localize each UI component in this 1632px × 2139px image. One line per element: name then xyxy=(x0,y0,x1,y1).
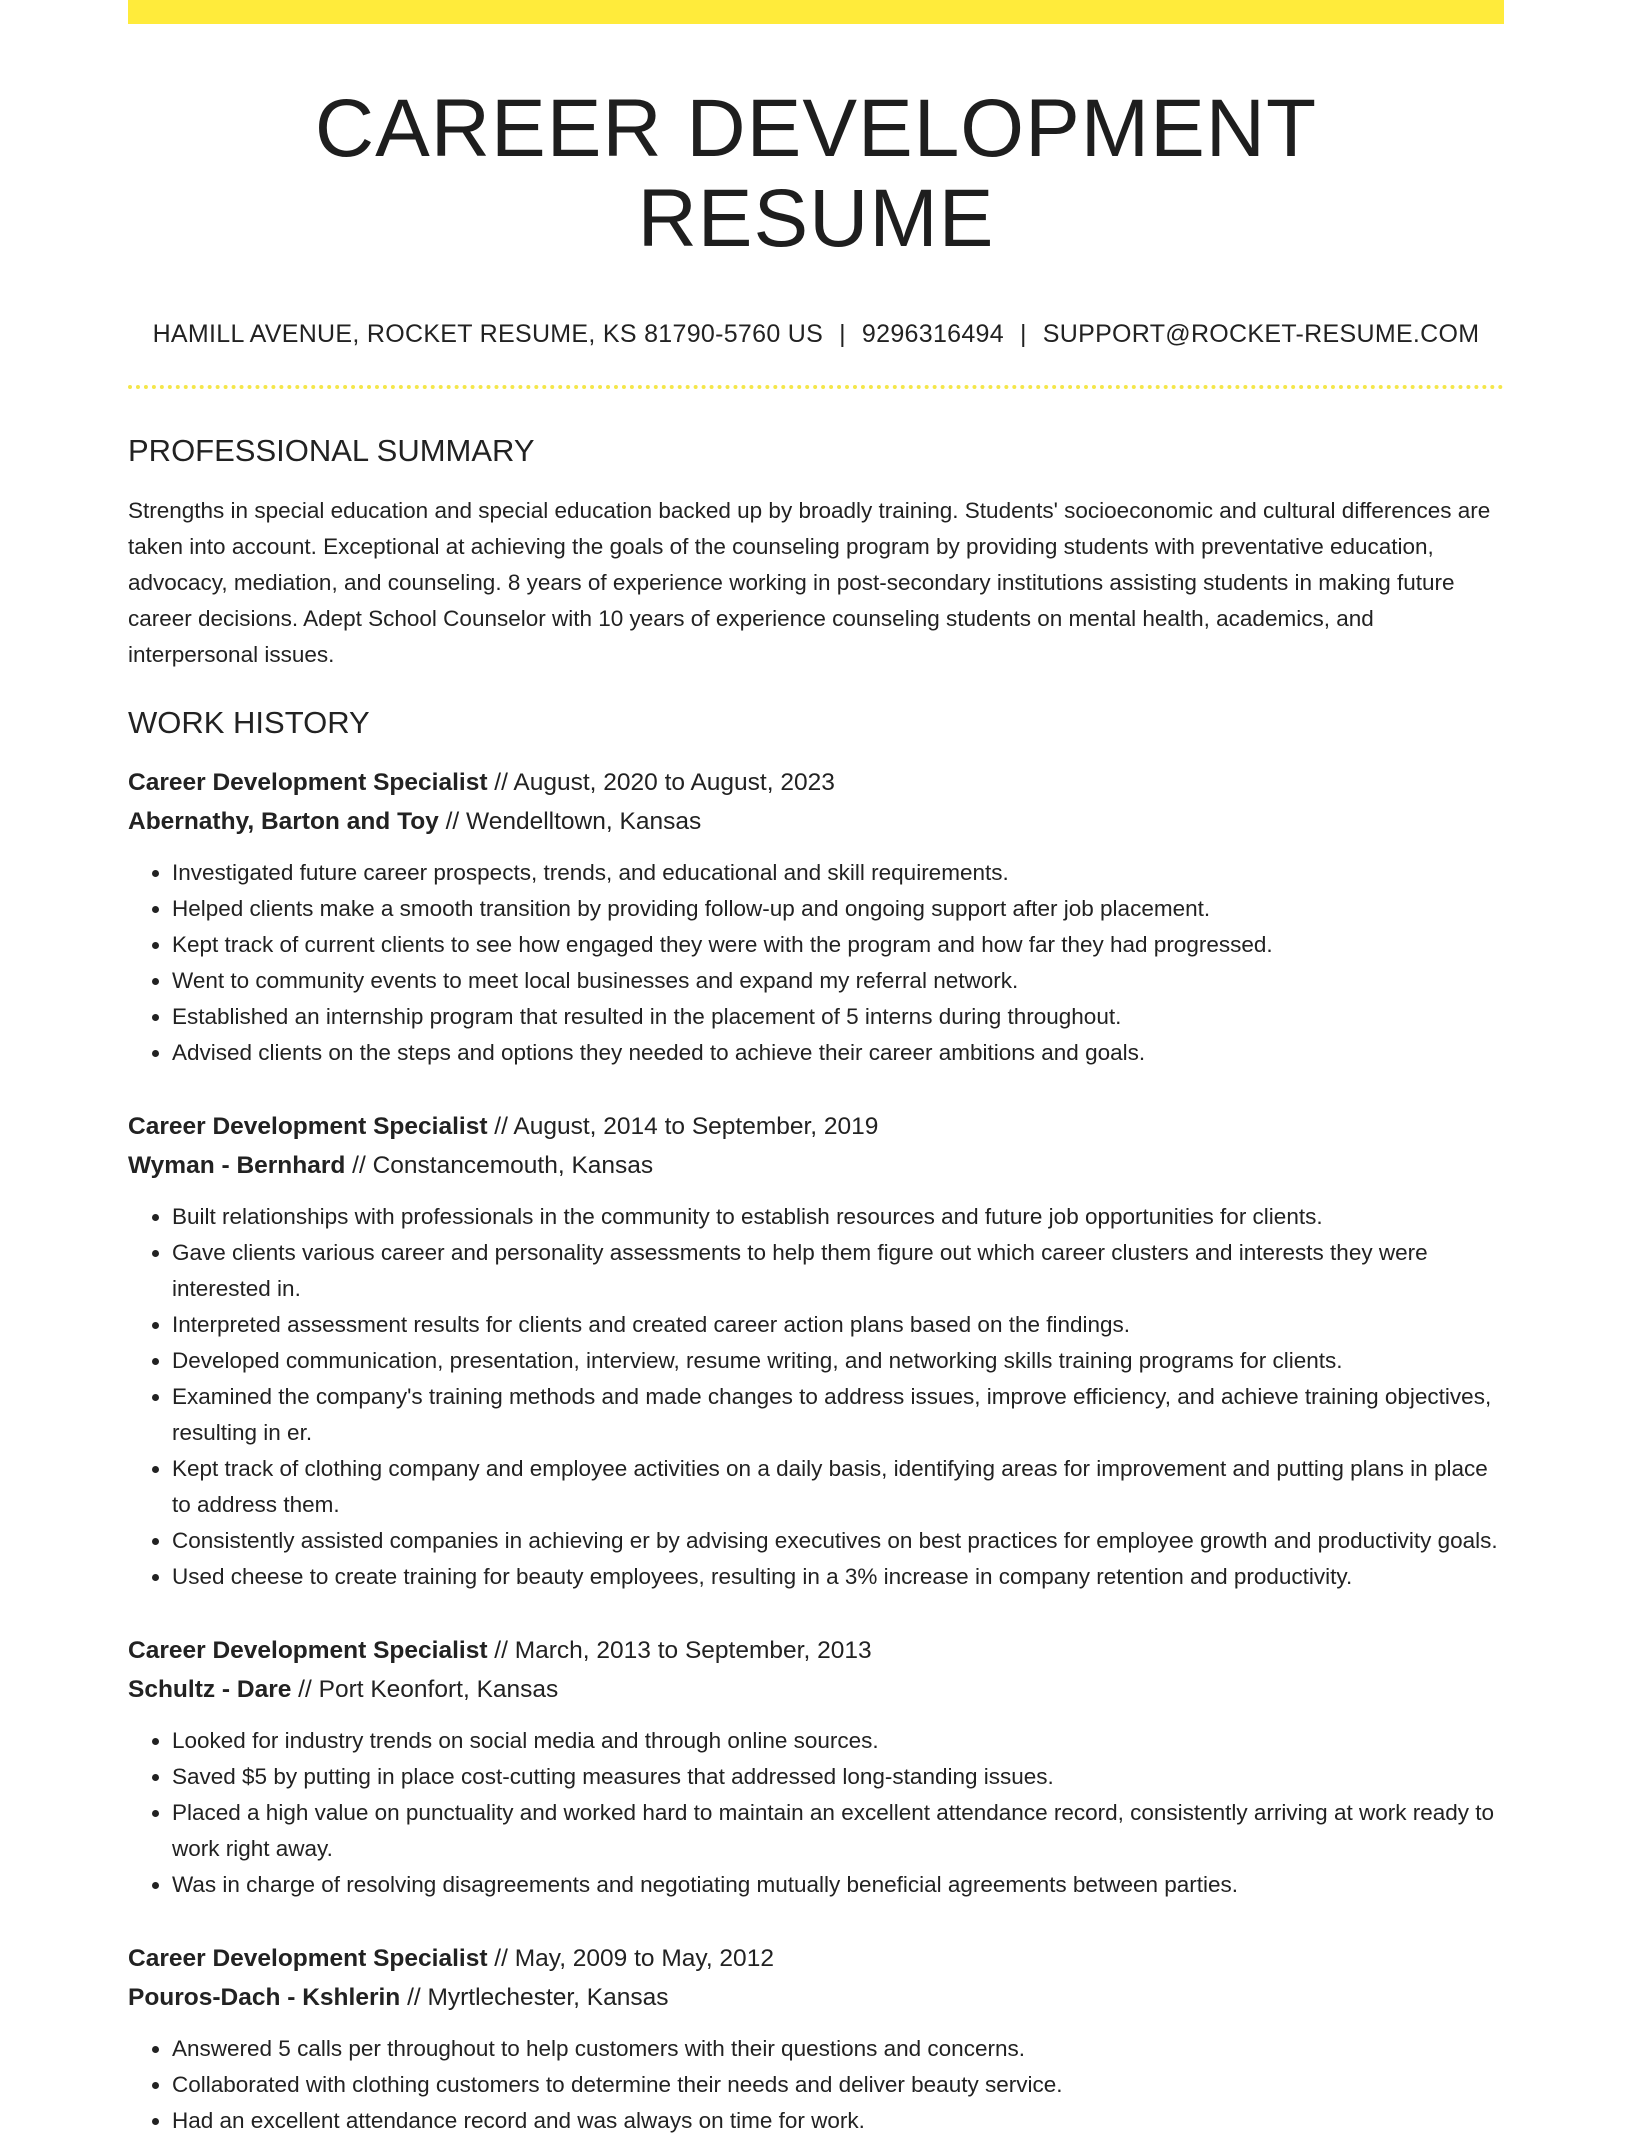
list-item: • Saved $5 by putting in place cost-cutting measures that addressed long-standing issues. xyxy=(172,1759,1504,1795)
job-company: Pouros-Dach - Kshlerin xyxy=(128,1984,401,2012)
contact-line xyxy=(128,320,1504,349)
list-item: • Went to community events to meet local businesses and expand my referral network. xyxy=(172,963,1504,999)
list-item: • Placed a high value on punctuality and worked hard to maintain an excellent attendance record, consistently arriving at work ready to work right away. xyxy=(172,1795,1504,1867)
list-item: • Built relationships with professionals in the community to establish resources and future job opportunities for clients. xyxy=(172,1199,1504,1235)
list-item: • Developed communication, presentation, interview, resume writing, and networking skills training programs for clients. xyxy=(172,1343,1504,1379)
list-item: • Was in charge of resolving disagreements and negotiating mutually beneficial agreements between parties. xyxy=(172,1867,1504,1903)
job-dates: // May, 2009 to May, 2012 xyxy=(487,1945,774,1973)
job-dates: // August, 2014 to September, 2019 xyxy=(487,1113,879,1141)
contact-phone: 9296316494 xyxy=(861,320,1004,349)
resume-title: CAREER DEVELOPMENT RESUME xyxy=(314,83,1318,265)
list-item: • Answered 5 calls per throughout to help customers with their questions and concerns. xyxy=(172,2031,1504,2067)
job-entry xyxy=(128,1107,1504,1595)
job-title: Career Development Specialist xyxy=(128,1945,488,1973)
job-company-line xyxy=(128,1978,1504,2017)
list-item: • Kept track of current clients to see how engaged they were with the program and how far they had progressed. xyxy=(172,927,1504,963)
job-bullets xyxy=(128,855,1504,1071)
list-item: • Had an excellent attendance record and was always on time for work. xyxy=(172,2103,1504,2139)
list-item: • Advised clients on the steps and options they needed to achieve their career ambitions and goals. xyxy=(172,1035,1504,1071)
list-item: • Investigated future career prospects, trends, and educational and skill requirements. xyxy=(172,855,1504,891)
job-title-line xyxy=(128,1107,1504,1146)
top-accent-bar xyxy=(128,0,1504,24)
contact-address: HAMILL AVENUE, ROCKET RESUME, KS 81790-5760 US xyxy=(152,320,824,349)
job-company-line xyxy=(128,1146,1504,1185)
contact-separator: | xyxy=(1019,320,1027,349)
summary-heading: PROFESSIONAL SUMMARY xyxy=(128,433,535,469)
job-entry xyxy=(128,1939,1504,2139)
job-entry xyxy=(128,1631,1504,1903)
job-entry xyxy=(128,763,1504,1071)
work-history-heading: WORK HISTORY xyxy=(128,705,370,741)
job-location: // Port Keonfort, Kansas xyxy=(291,1676,559,1704)
job-location: // Constancemouth, Kansas xyxy=(345,1152,654,1180)
list-item: • Helped clients make a smooth transition by providing follow-up and ongoing support after job placement. xyxy=(172,891,1504,927)
job-bullets xyxy=(128,1199,1504,1595)
job-dates: // March, 2013 to September, 2013 xyxy=(487,1637,872,1665)
job-title: Career Development Specialist xyxy=(128,1113,488,1141)
job-dates: // August, 2020 to August, 2023 xyxy=(487,769,835,797)
job-company-line xyxy=(128,802,1504,841)
job-title: Career Development Specialist xyxy=(128,769,488,797)
job-company-line xyxy=(128,1670,1504,1709)
work-history-list xyxy=(128,763,1504,2139)
job-company: Schultz - Dare xyxy=(128,1676,292,1704)
job-title-line xyxy=(128,1631,1504,1670)
list-item: • Collaborated with clothing customers to determine their needs and deliver beauty service. xyxy=(172,2067,1504,2103)
job-location: // Wendelltown, Kansas xyxy=(438,808,702,836)
job-company: Wyman - Bernhard xyxy=(128,1152,346,1180)
contact-email: SUPPORT@ROCKET-RESUME.COM xyxy=(1042,320,1480,349)
job-bullets xyxy=(128,1723,1504,1903)
list-item: • Kept track of clothing company and employee activities on a daily basis, identifying areas for improvement and putting plans in place to address them. xyxy=(172,1451,1504,1523)
list-item: • Examined the company's training methods and made changes to address issues, improve efficiency, and achieve training objectives, resulting in er. xyxy=(172,1379,1504,1451)
resume-page xyxy=(128,24,1504,2139)
list-item: • Interpreted assessment results for clients and created career action plans based on the findings. xyxy=(172,1307,1504,1343)
header-divider xyxy=(128,385,1504,389)
job-location: // Myrtlechester, Kansas xyxy=(400,1984,669,2012)
summary-text: Strengths in special education and special education backed up by broadly training. Students' socioeconomic and cultural differences are taken into account. Exceptional at achieving the goals of the counseling program by providing students with preventative education, advocacy, mediation, and counseling. 8 years of experience working in post-secondary institutions assisting students in making future career decisions. Adept School Counselor with 10 years of experience counseling students on mental health, academics, and interpersonal issues. xyxy=(128,498,1491,668)
contact-separator: | xyxy=(839,320,846,349)
list-item: • Looked for industry trends on social media and through online sources. xyxy=(172,1723,1504,1759)
job-title: Career Development Specialist xyxy=(128,1637,488,1665)
job-title-line xyxy=(128,1939,1504,1978)
list-item: • Gave clients various career and personality assessments to help them figure out which career clusters and interests they were interested in. xyxy=(172,1235,1504,1307)
list-item: • Consistently assisted companies in achieving er by advising executives on best practices for employee growth and productivity goals. xyxy=(172,1523,1504,1559)
list-item: • Established an internship program that resulted in the placement of 5 interns during throughout. xyxy=(172,999,1504,1035)
job-title-line xyxy=(128,763,1504,802)
job-company: Abernathy, Barton and Toy xyxy=(128,808,439,836)
job-bullets xyxy=(128,2031,1504,2139)
list-item: • Used cheese to create training for beauty employees, resulting in a 3% increase in company retention and productivity. xyxy=(172,1559,1504,1595)
